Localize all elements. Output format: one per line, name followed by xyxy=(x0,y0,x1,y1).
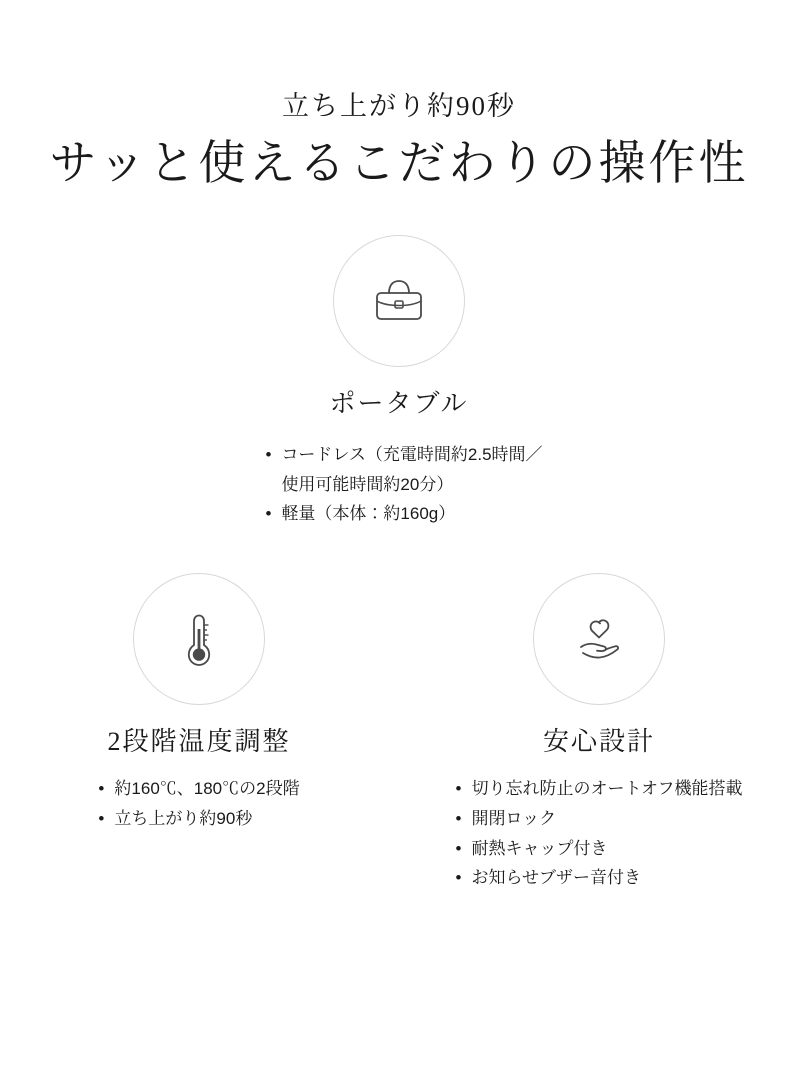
feature-temperature xyxy=(39,573,359,893)
feature-bullets-portable xyxy=(265,440,542,529)
list-item: • 軽量（本体：約160g） xyxy=(265,499,542,529)
feature-row-bottom xyxy=(0,573,798,893)
thermometer-icon xyxy=(133,573,265,705)
list-item xyxy=(265,440,542,500)
page-title: サッと使えるこだわりの操作性 xyxy=(49,138,749,191)
feature-bullets-temperature xyxy=(98,774,299,834)
heading-subtitle: 立ち上がり約90秒 xyxy=(282,91,516,121)
feature-safety xyxy=(439,573,759,893)
heart-in-hand-icon xyxy=(533,573,665,705)
bullet-line: コードレス（充電時間約2.5時間／ xyxy=(281,444,543,464)
handbag-icon xyxy=(333,235,465,367)
list-item: • 耐熱キャップ付き xyxy=(456,834,743,864)
list-item: • 切り忘れ防止のオートオフ機能搭載 xyxy=(456,774,743,804)
bullet-line-cont: 使用可能時間約20分） xyxy=(281,474,454,494)
list-item: • お知らせブザー音付き xyxy=(456,863,743,893)
feature-title-portable: ポータブル xyxy=(329,388,469,418)
feature-title-temperature: 2段階温度調整 xyxy=(107,727,291,757)
feature-title-safety: 安心設計 xyxy=(542,727,655,757)
page-heading xyxy=(0,0,798,193)
list-item: • 開閉ロック xyxy=(456,804,743,834)
feature-portable xyxy=(0,235,798,529)
feature-bullets-safety xyxy=(456,774,743,893)
list-item: • 立ち上がり約90秒 xyxy=(98,804,299,834)
list-item: • 約160℃、180℃の2段階 xyxy=(98,774,299,804)
